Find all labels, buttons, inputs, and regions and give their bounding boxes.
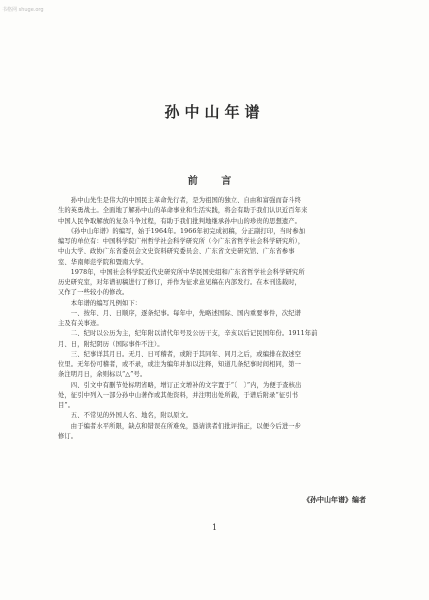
text-line: 本年谱的编写凡例如下： xyxy=(58,299,142,307)
paragraph xyxy=(58,299,370,309)
text-line: 室、华南师范学院和暨南大学。 xyxy=(58,258,148,266)
text-line: 修订。 xyxy=(58,432,78,440)
paragraph xyxy=(58,196,370,227)
text-line: 1978年，中国社会科学院近代史研究所中华民国史组和广东省哲学社会科学研究所 xyxy=(58,268,305,276)
paragraph xyxy=(58,268,370,299)
page-number: 1 xyxy=(211,523,218,532)
text-line: 二、纪时以公历为主，纪年附以清代年号及公历干支，辛亥以后记民国年份。1911年前 xyxy=(58,330,318,338)
text-line: 历史研究室，对年谱初稿进行了修订，并作为征求意见稿在内部发行。在本刊选载时， xyxy=(58,279,302,286)
watermark-text: 书格网 shuge.org xyxy=(2,7,44,13)
text-line: 编写的单位有：中国科学院广州哲学社会科学研究所（今广东省哲学社会科学研究所）， xyxy=(58,238,305,245)
preface-body xyxy=(58,196,370,442)
section-heading: 前 言 xyxy=(187,176,242,187)
page-title: 孙中山年谱 xyxy=(164,103,265,121)
paragraph xyxy=(58,422,370,443)
signature: 《孙中山年谱》编者 xyxy=(303,495,366,504)
paragraph xyxy=(58,227,370,268)
text-line: 一、按年、月、日顺序，逐条纪事。每年中，先略述国际、国内重要事件，次纪谱 xyxy=(58,309,302,317)
paragraph xyxy=(58,381,370,412)
text-line: 中山大学、政协广东省委员会文史资料研究委员会、广东省文史研究馆、广东省参事 xyxy=(58,248,295,256)
text-line: 中国人民争取解放的复杂斗争过程，有助于我们批判地继承孙中山的珍贵的思想遗产。 xyxy=(58,217,302,225)
text-line: 主及有关事迹。 xyxy=(58,320,103,327)
text-line: 三、纪事详其月日。无月、日可稽者，或附于其同年、同月之后，或编排在叙述空 xyxy=(58,350,302,358)
text-line: 又作了一些较小的修改。 xyxy=(58,289,129,297)
paragraph xyxy=(58,309,370,330)
text-line: 条注明月日，余则标以“△”号。 xyxy=(58,371,147,379)
text-line: 孙中山先生是伟大的中国民主革命先行者，是为祖国的独立、自由和富强而奋斗终 xyxy=(58,197,302,204)
text-line: 《孙中山年谱》的编写，始于1964年。1966年初完成初稿，分正副打印，当时参加 xyxy=(58,227,306,235)
text-line: 目”。 xyxy=(58,402,75,409)
text-line: 四、引文中有删节处标明省略，增订正文增补的文字置于“〔 〕”内，为便于查核出 xyxy=(58,381,302,389)
text-line: 五、不常见的外国人名、地名，附以原文。 xyxy=(58,412,193,420)
paragraph xyxy=(58,329,370,350)
text-line: 由于编者水平所限，缺点和错误在所难免，恳请读者们批评指正，以便今后进一步 xyxy=(58,422,302,430)
text-line: 月、日，附纪阴历（国际事件不注）。 xyxy=(58,340,164,348)
text-line: 位里。无年份可稽者，或不录，或注为编年并加以注释，知道几条纪事时间相同，第一 xyxy=(58,361,302,368)
text-line: 处，征引中列入一部分孙中山著作或其他资料，并注明出处所载，于谱后附录“征引书 xyxy=(58,391,299,399)
paragraph xyxy=(58,350,370,381)
paragraph xyxy=(58,411,370,421)
text-line: 生的英勇战士。全面地了解孙中山的革命事业和生活实践，将会有助于我们认识近百年来 xyxy=(58,207,308,215)
